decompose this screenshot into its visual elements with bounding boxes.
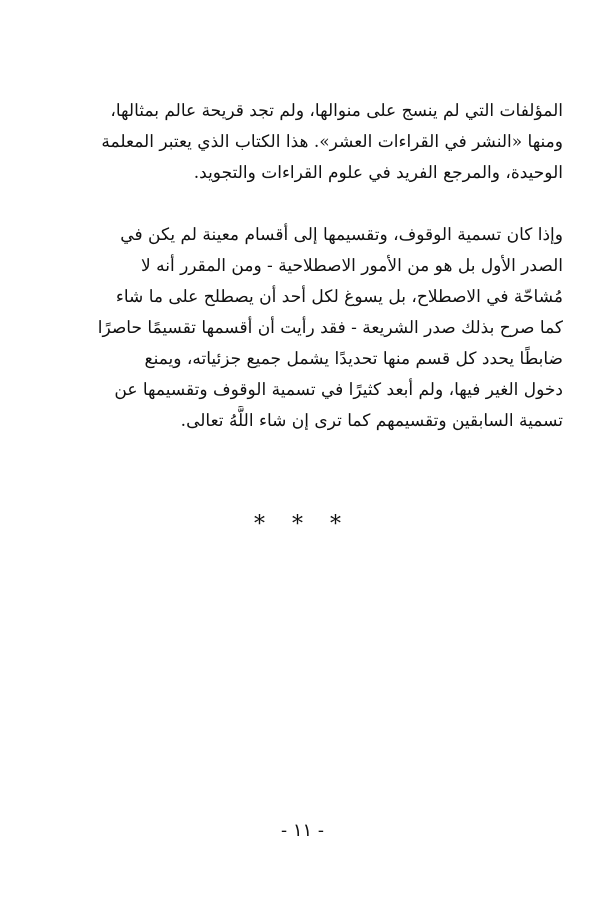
text-line: ضابطًا يحدد كل قسم منها تحديدًا يشمل جميع جزئياته، ويمنع (144, 349, 563, 369)
text-line: ومنها «النشر في القراءات العشر». هذا الكتاب الذي يعتبر المعلمة (101, 132, 563, 152)
paragraph-2 (45, 220, 563, 437)
paragraph-1 (45, 96, 563, 189)
text-line: كما صرح بذلك صدر الشريعة - فقد رأيت أن أقسمها تقسيمًا حاصرًا (97, 318, 563, 338)
text-line: الوحيدة، والمرجع الفريد في علوم القراءات والتجويد. (193, 163, 563, 183)
text-line: مُشاحّة في الاصطلاح، بل يسوغ لكل أحد أن يصطلح على ما شاء (115, 287, 563, 307)
section-divider-ornament: * * * (254, 512, 351, 537)
page-number: - ١١ - (281, 820, 324, 841)
text-line: المؤلفات التي لم ينسج على منوالها، ولم تجد قريحة عالم بمثالها، (110, 101, 563, 121)
text-line: تسمية السابقين وتقسيمهم كما ترى إن شاء اللَّهُ تعالى. (180, 411, 563, 431)
text-line: وإذا كان تسمية الوقوف، وتقسيمها إلى أقسام معينة لم يكن في (120, 225, 563, 245)
text-line: دخول الغير فيها، ولم أبعد كثيرًا في تسمية الوقوف وتقسيمها عن (114, 380, 563, 400)
text-line: الصدر الأول بل هو من الأمور الاصطلاحية - ومن المقرر أنه لا (141, 256, 563, 276)
